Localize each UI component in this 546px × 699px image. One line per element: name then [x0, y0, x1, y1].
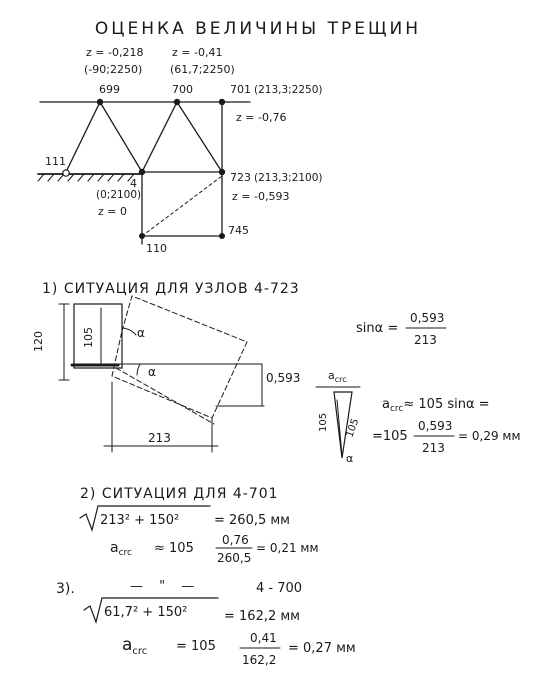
diagonal-dashed [142, 176, 222, 236]
section2-acrc: $a_{crc}$ [110, 540, 132, 558]
section3-acrc-mid: = 105 [176, 639, 216, 654]
alpha-arc-top [122, 328, 136, 335]
ground-hatching [38, 174, 134, 181]
section2-sqrt-result: = 260,5 мм [214, 513, 290, 528]
node-700-marker [174, 99, 180, 105]
node-700-coords: (61,7;2250) [170, 63, 235, 76]
acrc-line2-pre: =105 [372, 429, 408, 444]
node-111-marker [63, 170, 69, 176]
dim-0593: 0,593 [266, 371, 301, 385]
node-699-marker [97, 99, 103, 105]
section3-sqrt-expr: 61,7² + 150² [104, 605, 188, 620]
node-699-label: 699 [99, 83, 120, 96]
node-699-coords: (-90;2250) [84, 63, 143, 76]
node-4-z: z = 0 [98, 205, 127, 218]
section2-frac-num: 0,76 [222, 533, 249, 547]
node-745-marker [219, 233, 225, 239]
acrc-line2-post: = 0,29 мм [458, 429, 521, 443]
crack-sketch [32, 296, 300, 452]
member-699-4 [100, 102, 142, 172]
node-701-z: z = -0,76 [236, 111, 287, 124]
node-4-marker [139, 169, 145, 175]
section2-acrc-mid: ≈ 105 [154, 541, 194, 556]
truss-scheme [38, 46, 323, 255]
section3-frac-num: 0,41 [250, 631, 277, 645]
node-701-coords: (213,3;2250) [254, 84, 323, 96]
member-111-699 [66, 102, 100, 172]
node-723-z: z = -0,593 [232, 190, 290, 203]
sin-lhs: sinα = [356, 321, 399, 336]
node-723-label: 723 [230, 171, 251, 184]
node-745-label: 745 [228, 224, 249, 237]
node-700-z: z = -0,41 [172, 46, 223, 59]
node-701-label: 701 [230, 83, 251, 96]
section2-frac-den: 260,5 [217, 551, 252, 565]
small-triangle-sketch [316, 369, 361, 465]
page-title: ОЦЕНКА ВЕЛИЧИНЫ ТРЕЩИН [94, 19, 422, 39]
node-723-coords: (213,3;2100) [254, 172, 323, 184]
node-701-marker [219, 99, 225, 105]
acrc-line1: $a_{crc}\approx 105$ sinα = [382, 397, 490, 414]
section3-heading-num: 3). [56, 581, 75, 597]
alpha-top: α [137, 326, 145, 340]
node-4-label: 4 [130, 177, 137, 190]
member-700-723 [177, 102, 222, 172]
section2-sqrt-expr: 213² + 150² [100, 513, 180, 528]
node-110-marker [139, 233, 145, 239]
sin-den: 213 [414, 333, 437, 347]
tri-105b: 105 [344, 417, 362, 440]
member-4-700 [142, 102, 177, 172]
section3-result: = 0,27 мм [288, 641, 356, 656]
rotated-member-outline [112, 296, 247, 418]
acrc-line2-den: 213 [422, 441, 445, 455]
section3-heading-ditto: — " — [130, 579, 201, 594]
section2-heading: 2) СИТУАЦИЯ ДЛЯ 4-701 [80, 486, 279, 502]
section3-frac-den: 162,2 [242, 653, 277, 667]
tri-acrc: $a_{crc}$ [328, 369, 347, 384]
node-111-label: 111 [45, 155, 66, 168]
dim-120: 120 [32, 331, 45, 352]
section3-acrc: $a_{crc}$ [122, 635, 148, 657]
acrc-line2-num: 0,593 [418, 419, 453, 433]
tri-105a: 105 [318, 412, 329, 432]
node-699-z: z = -0,218 [86, 46, 144, 59]
node-723-marker [219, 169, 225, 175]
tri-alpha: α [346, 452, 354, 465]
sin-num: 0,593 [410, 311, 445, 325]
node-700-label: 700 [172, 83, 193, 96]
dim-105: 105 [82, 327, 95, 348]
section2-result: = 0,21 мм [256, 541, 319, 555]
node-4-coords: (0;2100) [96, 189, 142, 201]
section3-sqrt-result: = 162,2 мм [224, 609, 300, 624]
alpha-mid: α [148, 365, 156, 379]
alpha-arc-mid [137, 364, 140, 375]
node-110-label: 110 [146, 242, 167, 255]
dim-213: 213 [148, 431, 171, 445]
section1-heading: 1) СИТУАЦИЯ ДЛЯ УЗЛОВ 4-723 [42, 281, 300, 297]
section3-heading-nodes: 4 - 700 [256, 581, 303, 596]
